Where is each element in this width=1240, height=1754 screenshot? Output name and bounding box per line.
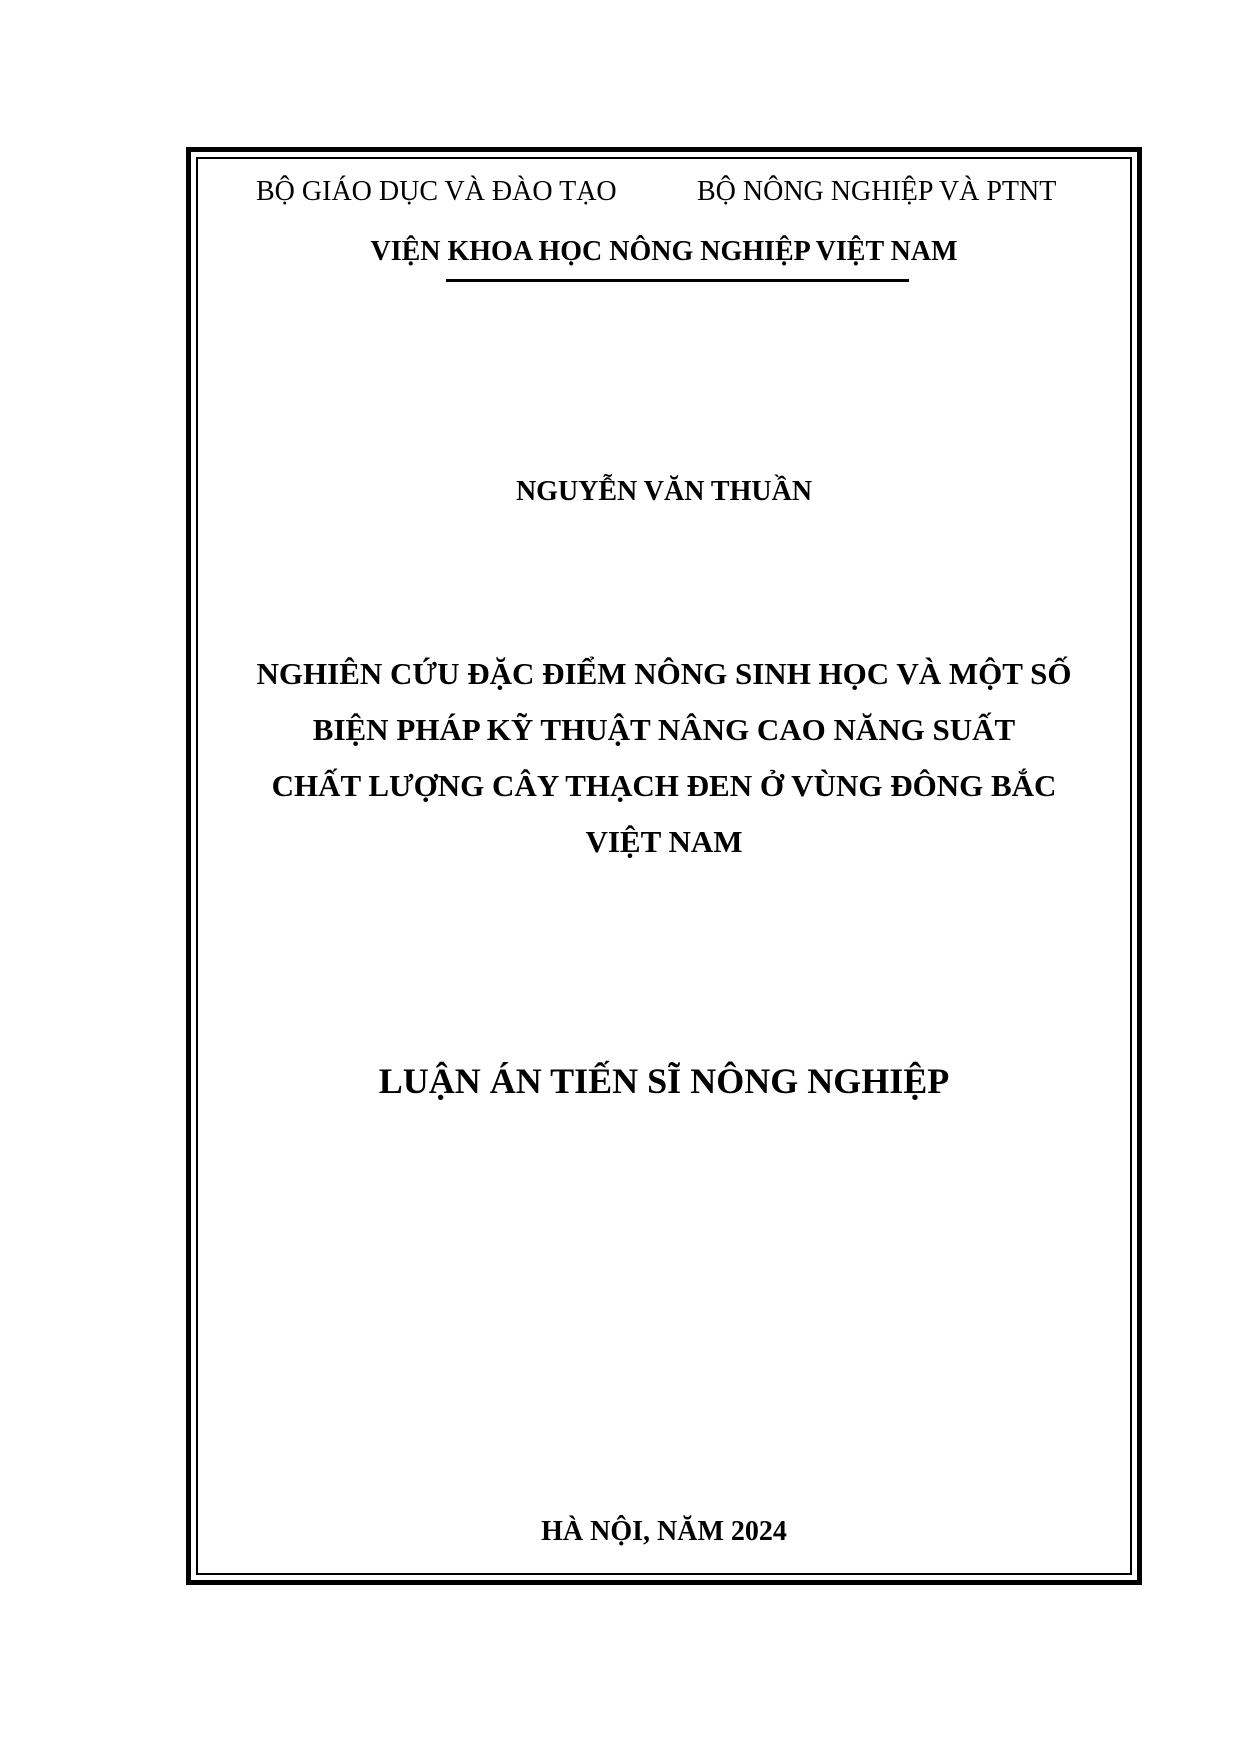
degree-type: LUẬN ÁN TIẾN SĨ NÔNG NGHIỆP bbox=[378, 1061, 950, 1101]
thesis-title-line-4: VIỆT NAM bbox=[585, 824, 743, 859]
thesis-title-line-2: BIỆN PHÁP KỸ THUẬT NÂNG CAO NĂNG SUẤT bbox=[312, 712, 1016, 747]
thesis-title-line-3: CHẤT LƯỢNG CÂY THẠCH ĐEN Ở VÙNG ĐÔNG BẮC bbox=[271, 768, 1057, 803]
institute-underline bbox=[446, 279, 909, 282]
cover-border-inner bbox=[196, 157, 1132, 1575]
ministry-agriculture: BỘ NÔNG NGHIỆP VÀ PTNT bbox=[697, 176, 1057, 207]
ministry-education: BỘ GIÁO DỤC VÀ ĐÀO TẠO bbox=[256, 176, 617, 207]
place-and-year: HÀ NỘI, NĂM 2024 bbox=[541, 1516, 787, 1547]
thesis-title-line-1: NGHIÊN CỨU ĐẶC ĐIỂM NÔNG SINH HỌC VÀ MỘT SỐ bbox=[256, 656, 1072, 691]
institute-name: VIỆN KHOA HỌC NÔNG NGHIỆP VIỆT NAM bbox=[370, 236, 958, 267]
author-name: NGUYỄN VĂN THUẦN bbox=[515, 476, 813, 507]
